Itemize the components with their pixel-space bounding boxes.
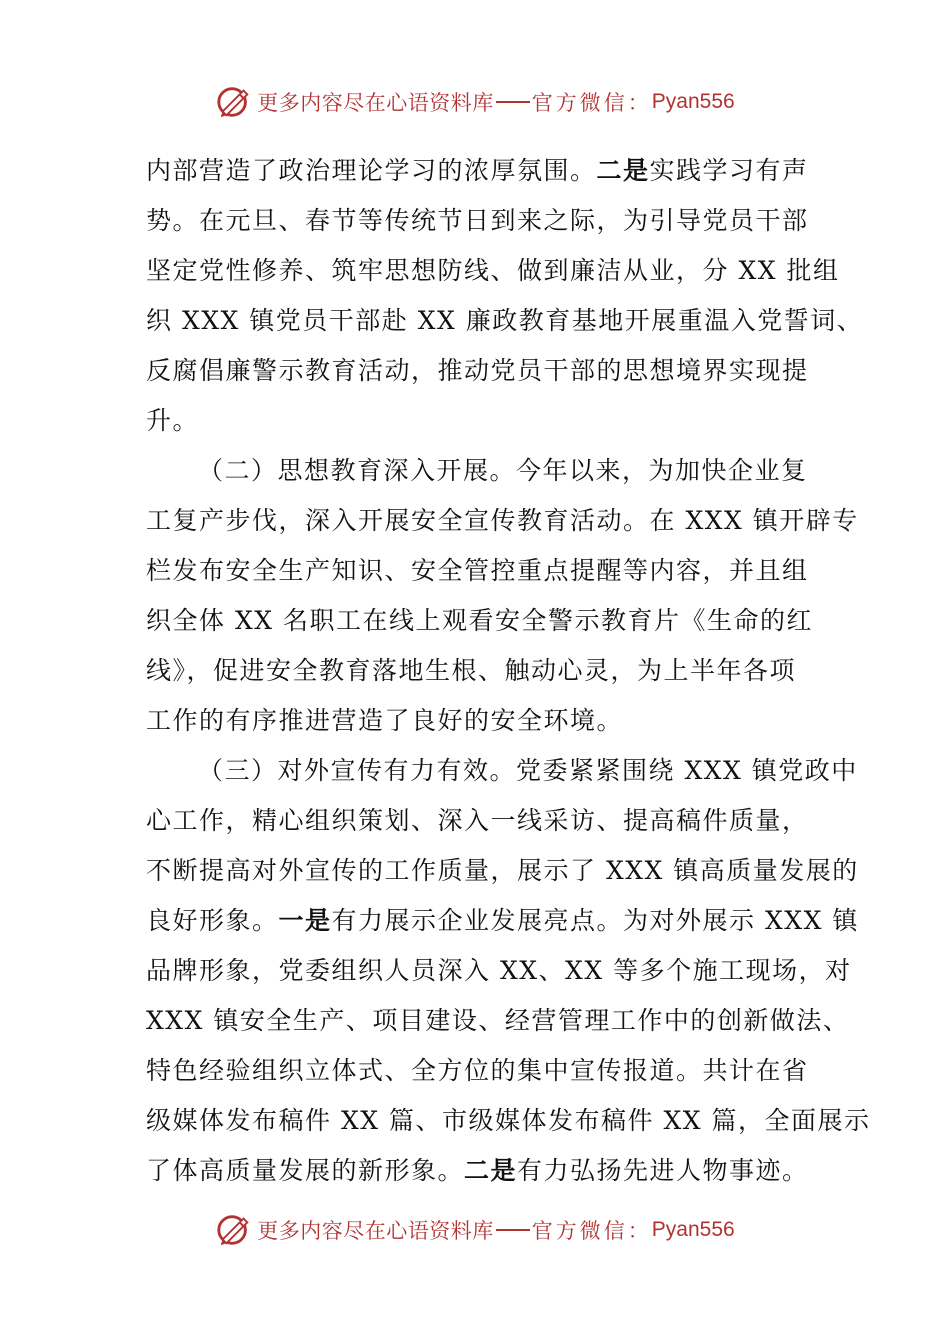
text-segment: （三）对外宣传有力有效。党委紧紧围绕 XXX 镇党政中 [198, 756, 858, 785]
banner-subtitle: 官方微信： [531, 1219, 652, 1243]
text-line [146, 246, 840, 296]
header-banner [0, 80, 950, 124]
text-segment: 有力弘扬先进人物事迹。 [517, 1156, 809, 1185]
text-line [146, 1046, 810, 1096]
banner-wechat-id: Pyan556 [651, 1218, 735, 1241]
text-segment: 工作的有序推进营造了良好的安全环境。 [146, 706, 624, 735]
banner-dash [496, 101, 530, 103]
text-segment: 心工作，精心组织策划、深入一线采访、提高稿件质量， [146, 806, 809, 835]
text-segment: 工复产步伐，深入开展安全宣传教育活动。在 XXX 镇开辟专 [146, 506, 859, 535]
text-line [146, 546, 810, 596]
text-line [146, 296, 864, 346]
text-segment: 了体高质量发展的新形象。 [146, 1156, 465, 1185]
bold-phrase: 二是 [464, 1156, 518, 1185]
text-segment: 坚定党性修养、筑牢思想防线、做到廉洁从业，分 XX 批组 [146, 256, 840, 285]
text-segment: （二）思想教育深入开展。今年以来，为加快企业复 [198, 456, 808, 485]
text-segment: 内部营造了政治理论学习的浓厚氛围。 [146, 156, 597, 185]
text-line [146, 696, 810, 746]
text-segment: 势。在元旦、春节等传统节日到来之际，为引导党员干部 [146, 206, 809, 235]
pen-logo-icon [215, 1211, 253, 1249]
text-line [146, 196, 810, 246]
text-line [146, 446, 810, 496]
text-segment: 级媒体发布稿件 XX 篇、市级媒体发布稿件 XX 篇，全面展示 [146, 1106, 871, 1135]
banner-wechat-id: Pyan556 [651, 90, 735, 113]
text-line [146, 146, 810, 196]
text-segment: 织 XXX 镇党员干部赴 XX 廉政教育基地开展重温入党誓词、 [146, 306, 864, 335]
banner-subtitle: 官方微信： [531, 91, 652, 115]
bold-phrase: 二是 [596, 156, 650, 185]
text-line [146, 346, 810, 396]
text-line [146, 646, 810, 696]
banner-title: 更多内容尽在心语资料库 [257, 1219, 494, 1243]
text-line [146, 846, 859, 896]
text-line [146, 1096, 871, 1146]
text-segment: 线》，促进安全教育落地生根、触动心灵，为上半年各项 [146, 656, 797, 685]
text-line [146, 796, 810, 846]
text-line [146, 596, 813, 646]
text-segment: 升。 [146, 406, 200, 435]
text-segment: 品牌形象，党委组织人员深入 XX、XX 等多个施工现场，对 [146, 956, 852, 985]
text-line [146, 1146, 810, 1196]
document-body [146, 146, 871, 1196]
text-segment: 良好形象。 [146, 906, 279, 935]
text-line [146, 946, 852, 996]
text-line [146, 996, 850, 1046]
text-line [146, 746, 858, 796]
footer-banner [0, 1208, 950, 1252]
text-line [146, 396, 810, 446]
bold-phrase: 一是 [278, 906, 332, 935]
banner-title: 更多内容尽在心语资料库 [257, 91, 494, 115]
text-segment: 反腐倡廉警示教育活动，推动党员干部的思想境界实现提 [146, 356, 809, 385]
text-segment: 实践学习有声 [649, 156, 809, 185]
text-segment: 织全体 XX 名职工在线上观看安全警示教育片《生命的红 [146, 606, 813, 635]
pen-logo-icon [215, 83, 253, 121]
banner-dash [496, 1229, 530, 1231]
text-segment: 特色经验组织立体式、全方位的集中宣传报道。共计在省 [146, 1056, 809, 1085]
text-segment: 有力展示企业发展亮点。为对外展示 XXX 镇 [331, 906, 859, 935]
text-segment: 不断提高对外宣传的工作质量，展示了 XXX 镇高质量发展的 [146, 856, 859, 885]
text-segment: 栏发布安全生产知识、安全管控重点提醒等内容，并且组 [146, 556, 809, 585]
text-segment: XXX 镇安全生产、项目建设、经营管理工作中的创新做法、 [146, 1006, 850, 1035]
text-line [146, 896, 859, 946]
text-line [146, 496, 859, 546]
